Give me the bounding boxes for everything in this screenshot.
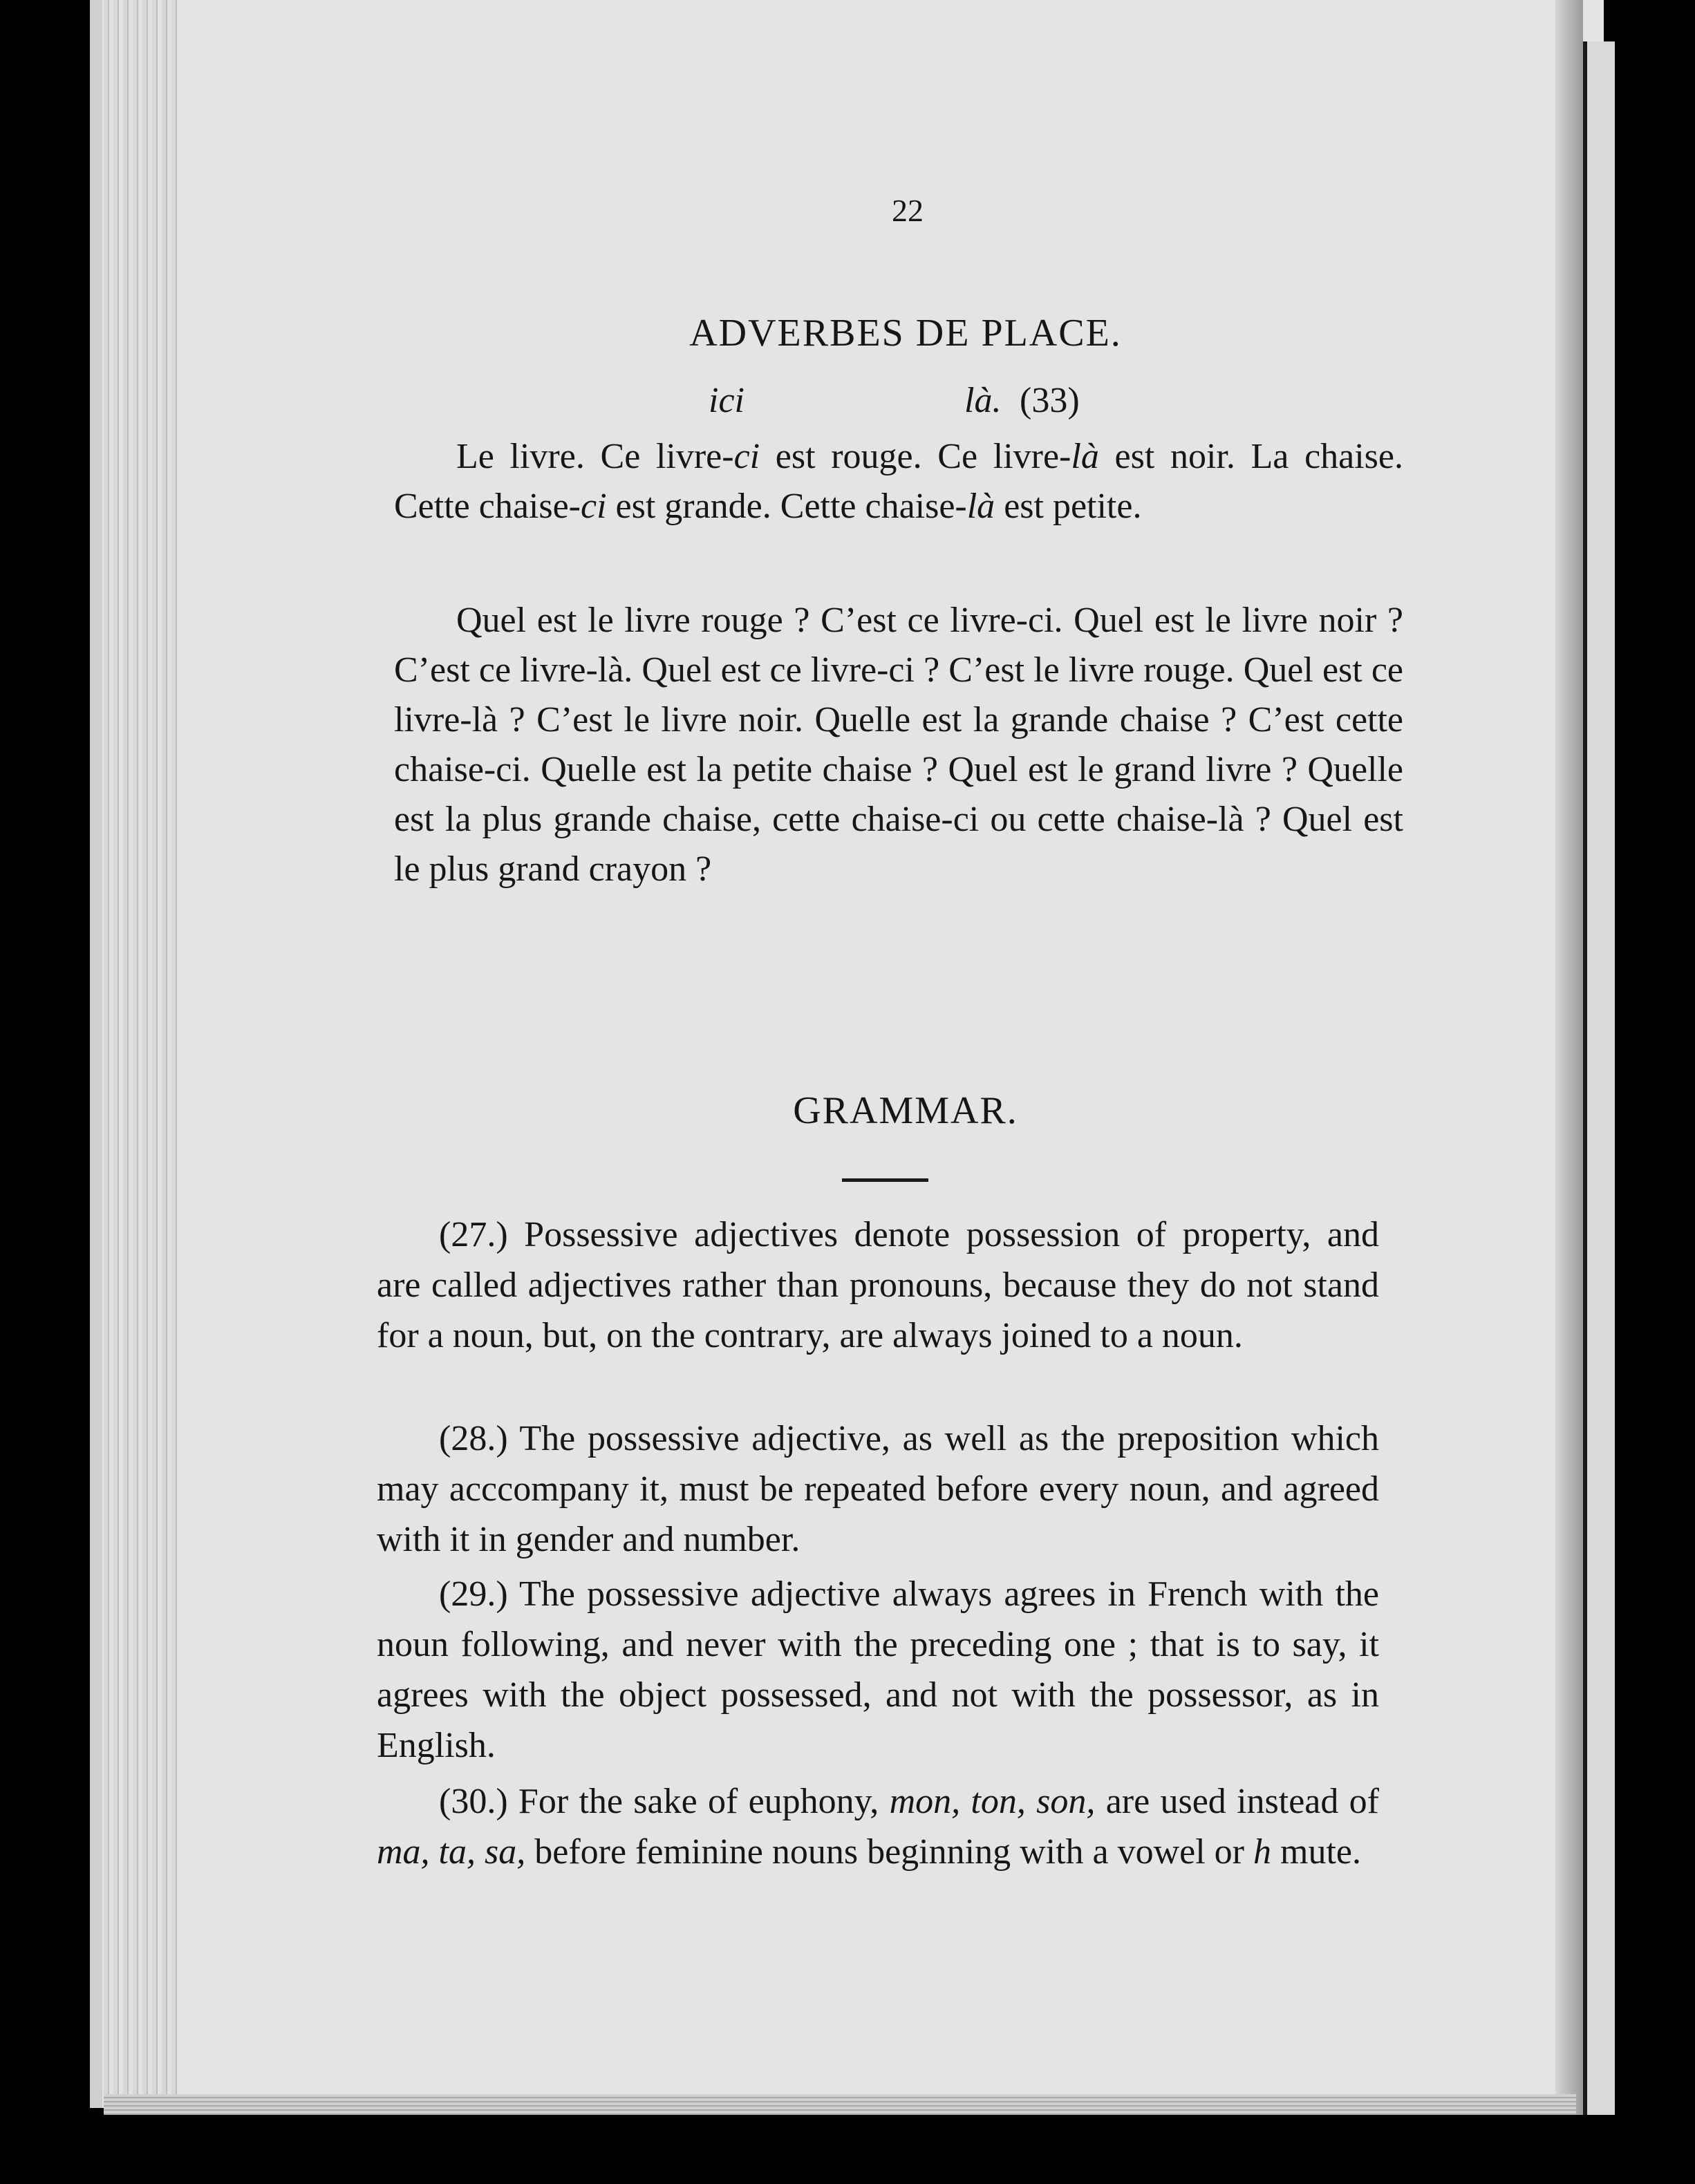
italic-text-run: ci [733, 437, 760, 476]
text-run: are used instead of [1095, 1782, 1379, 1821]
subheading-ici: ici [709, 381, 745, 420]
section-heading: ADVERBES DE PLACE. [689, 312, 1122, 355]
text-run: Le livre. Ce livre- [456, 437, 734, 476]
text-run: (28.) The possessive adjective, as well as the preposition which may acccompany it, must be repeated before every noun, and agreed with it in gender and number. [377, 1419, 1379, 1559]
subheading-reference: (33) [1020, 381, 1080, 420]
text-run: mute. [1271, 1832, 1361, 1872]
text-run: (30.) For the sake of euphony, [439, 1782, 890, 1821]
book-gutter [1555, 0, 1583, 2115]
page-stack-edge-bottom [104, 2094, 1576, 2115]
italic-text-run: h [1253, 1832, 1271, 1872]
paragraph-demonstratives [394, 432, 1403, 531]
italic-text-run: mon, ton, son, [889, 1782, 1096, 1821]
paragraph-questions [394, 596, 1403, 894]
italic-text-run: ma, ta, sa, [377, 1832, 526, 1872]
page-number: 22 [892, 193, 924, 228]
italic-text-run: ci [580, 487, 607, 526]
text-run: (27.) Possessive adjectives denote possession of property, and are called adjectives rather than pronouns, because they do not stand for a noun, but, on the contrary, are always joined to a noun. [377, 1215, 1379, 1355]
grammar-paragraph-30 [377, 1776, 1379, 1877]
grammar-paragraph-29 [377, 1569, 1379, 1771]
text-run: before feminine nouns beginning with a vowel or [525, 1832, 1253, 1872]
page-stack-edge-left [104, 0, 180, 2108]
grammar-heading: GRAMMAR. [793, 1089, 1018, 1132]
text-run: est petite. [995, 487, 1142, 526]
text-run: (29.) The possessive adjective always agrees in French with the noun following, and never with the preceding one ; that is to say, it agrees with the object possessed, and not with the possessor, as in English. [377, 1574, 1379, 1765]
text-run: est noir. La chaise. Cette chaise- [394, 437, 1403, 526]
italic-text-run: là [1071, 437, 1099, 476]
heading-rule [842, 1178, 928, 1182]
text-run: Quel est le livre rouge ? C’est ce livre-ci. Quel est le livre noir ? C’est ce livre-là. Quel est ce livre-ci ? C’est le livre rouge. Quel est ce livre-là ? C’est le livre noir. Quelle est la grande chaise ? C’est cette chaise-ci. Quelle est la petite chaise ? Quel est le grand livre ? Quelle est la plus grande chaise, cette chaise-ci ou cette chaise-là ? Quel est le plus grand crayon ? [394, 601, 1403, 889]
grammar-paragraph-28 [377, 1413, 1379, 1565]
facing-page-edge [1583, 41, 1615, 2115]
text-run: est grande. Cette chaise- [606, 487, 967, 526]
italic-text-run: là [966, 487, 995, 526]
grammar-paragraph-27 [377, 1209, 1379, 1361]
text-run: est rouge. Ce livre- [760, 437, 1071, 476]
subheading-la: là. [964, 381, 1002, 420]
